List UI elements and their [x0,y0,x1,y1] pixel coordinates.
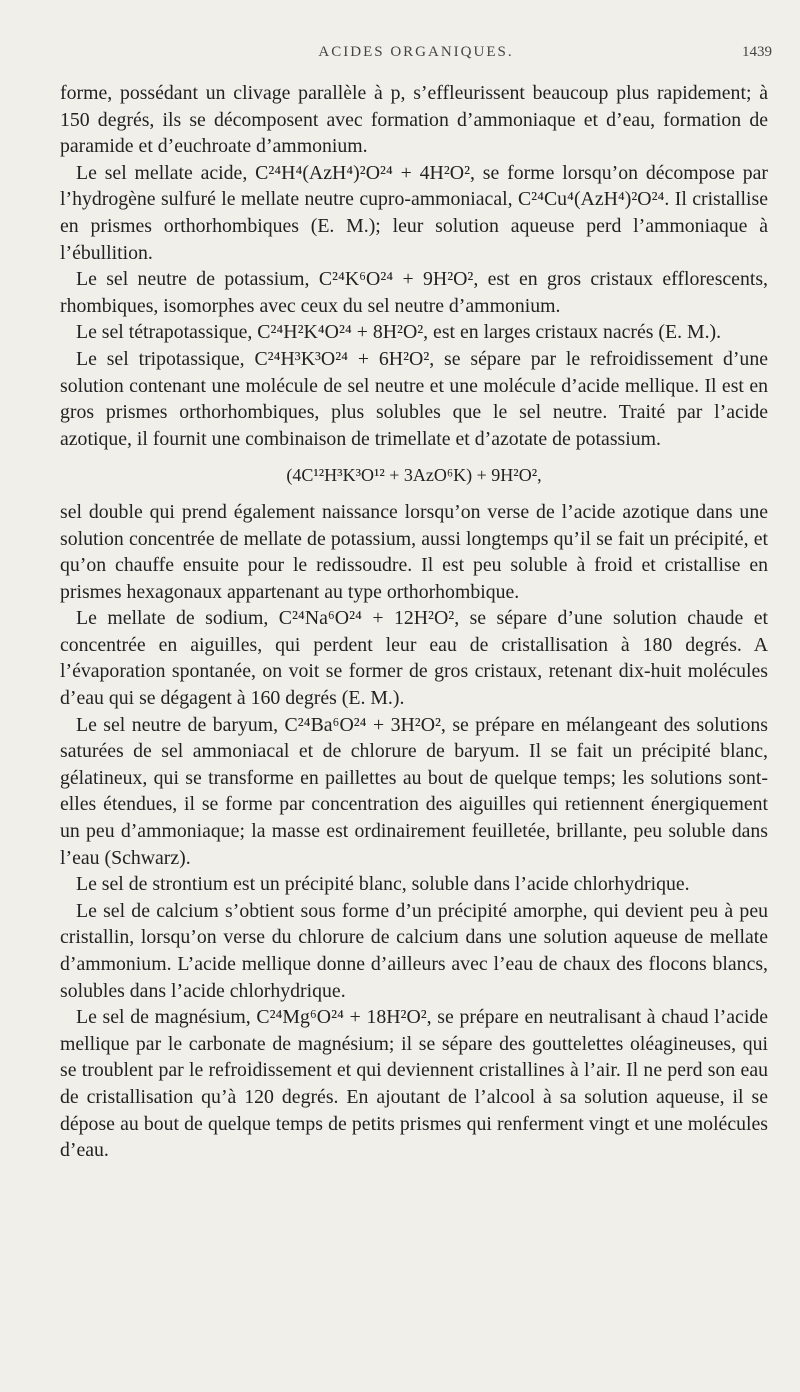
paragraph: sel double qui prend également naissance lorsqu’on verse de l’acide azotique dans une solution concentrée de mellate de potassium, aussi longtemps qu’il se fait un précipité, et qu’on chauffe ensuite pour le redissoudre. Il est peu soluble à froid et cristallise en prismes hexagonaux appartenant au type orthorhombique. [60,500,768,603]
body-text [60,80,768,1164]
page-number: 1439 [742,44,772,60]
formula: (4C¹²H³K³O¹² + 3AzO⁶K) + 9H²O², [286,465,542,486]
paragraph: Le sel mellate acide, C²⁴H⁴(AzH⁴)²O²⁴ + 4H²O², se forme lorsqu’on décompose par l’hydrogène sulfuré le mellate neutre cupro-ammoniacal, C²⁴Cu⁴(AzH⁴)²O²⁴. Il cristallise en prismes orthorhombiques (E. M.); leur solution aqueuse perd l’ammoniaque à l’ébullition. [60,161,768,264]
paragraph: forme, possédant un clivage parallèle à p, s’effleurissent beaucoup plus rapidement; à 150 degrés, ils se décomposent avec formation d’ammoniaque et d’eau, formation de paramide et d’euchroate d’ammonium. [60,82,768,158]
running-head: ACIDES ORGANIQUES. [318,44,514,60]
page-header [60,44,772,68]
paragraph: Le sel neutre de baryum, C²⁴Ba⁶O²⁴ + 3H²O², se prépare en mélangeant des solutions saturées de sel ammoniacal et de chlorure de baryum. Il se fait un précipité blanc, gélatineux, qui se transforme en paillettes au bout de quelque temps; les solutions sont-elles étendues, il se forme par concentration des aiguilles qui retiennent énergiquement un peu d’ammoniaque; la masse est ordinairement feuilletée, brillante, peu soluble dans l’eau (Schwarz). [60,713,768,869]
paragraph: Le sel tripotassique, C²⁴H³K³O²⁴ + 6H²O², se sépare par le refroidissement d’une solution contenant une molécule de sel neutre et une molécule d’acide mellique. Il est en gros prismes orthorhombiques, plus solubles que le sel neutre. Traité par l’acide azotique, il fournit une combinaison de trimellate et d’azotate de potassium. [60,347,768,450]
paragraph: Le mellate de sodium, C²⁴Na⁶O²⁴ + 12H²O², se sépare d’une solution chaude et concentrée en aiguilles, qui perdent leur eau de cristallisation à 180 degrés. A l’évaporation spontanée, on voit se former de gros cristaux, retenant dix-huit molécules d’eau qui se dégagent à 160 degrés (E. M.). [60,607,768,710]
paragraph: Le sel de magnésium, C²⁴Mg⁶O²⁴ + 18H²O², se prépare en neutralisant à chaud l’acide mellique par le carbonate de magnésium; il se sépare des gouttelettes oléagineuses, qui se troublent par le refroidissement et qui deviennent cristallines à l’air. Il ne perd son eau de cristallisation qu’à 120 degrés. En ajoutant de l’alcool à sa solution aqueuse, il se dépose au bout de quelque temps de petits prismes qui renferment vingt et une molécules d’eau. [60,1006,768,1162]
paragraph: Le sel neutre de potassium, C²⁴K⁶O²⁴ + 9H²O², est en gros cristaux efflorescents, rhombiques, isomorphes avec ceux du sel neutre d’ammonium. [60,268,768,317]
paragraph: Le sel de calcium s’obtient sous forme d’un précipité amorphe, qui devient peu à peu cristallin, lorsqu’on verse du chlorure de calcium dans une solution aqueuse de mellate d’ammonium. L’acide mellique donne d’ailleurs avec l’eau de chaux des flocons blancs, solubles dans l’acide chlorhydrique. [60,899,768,1002]
paragraph: Le sel tétrapotassique, C²⁴H²K⁴O²⁴ + 8H²O², est en larges cristaux nacrés (E. M.). [76,321,722,344]
paragraph: Le sel de strontium est un précipité blanc, soluble dans l’acide chlorhydrique. [76,873,690,896]
